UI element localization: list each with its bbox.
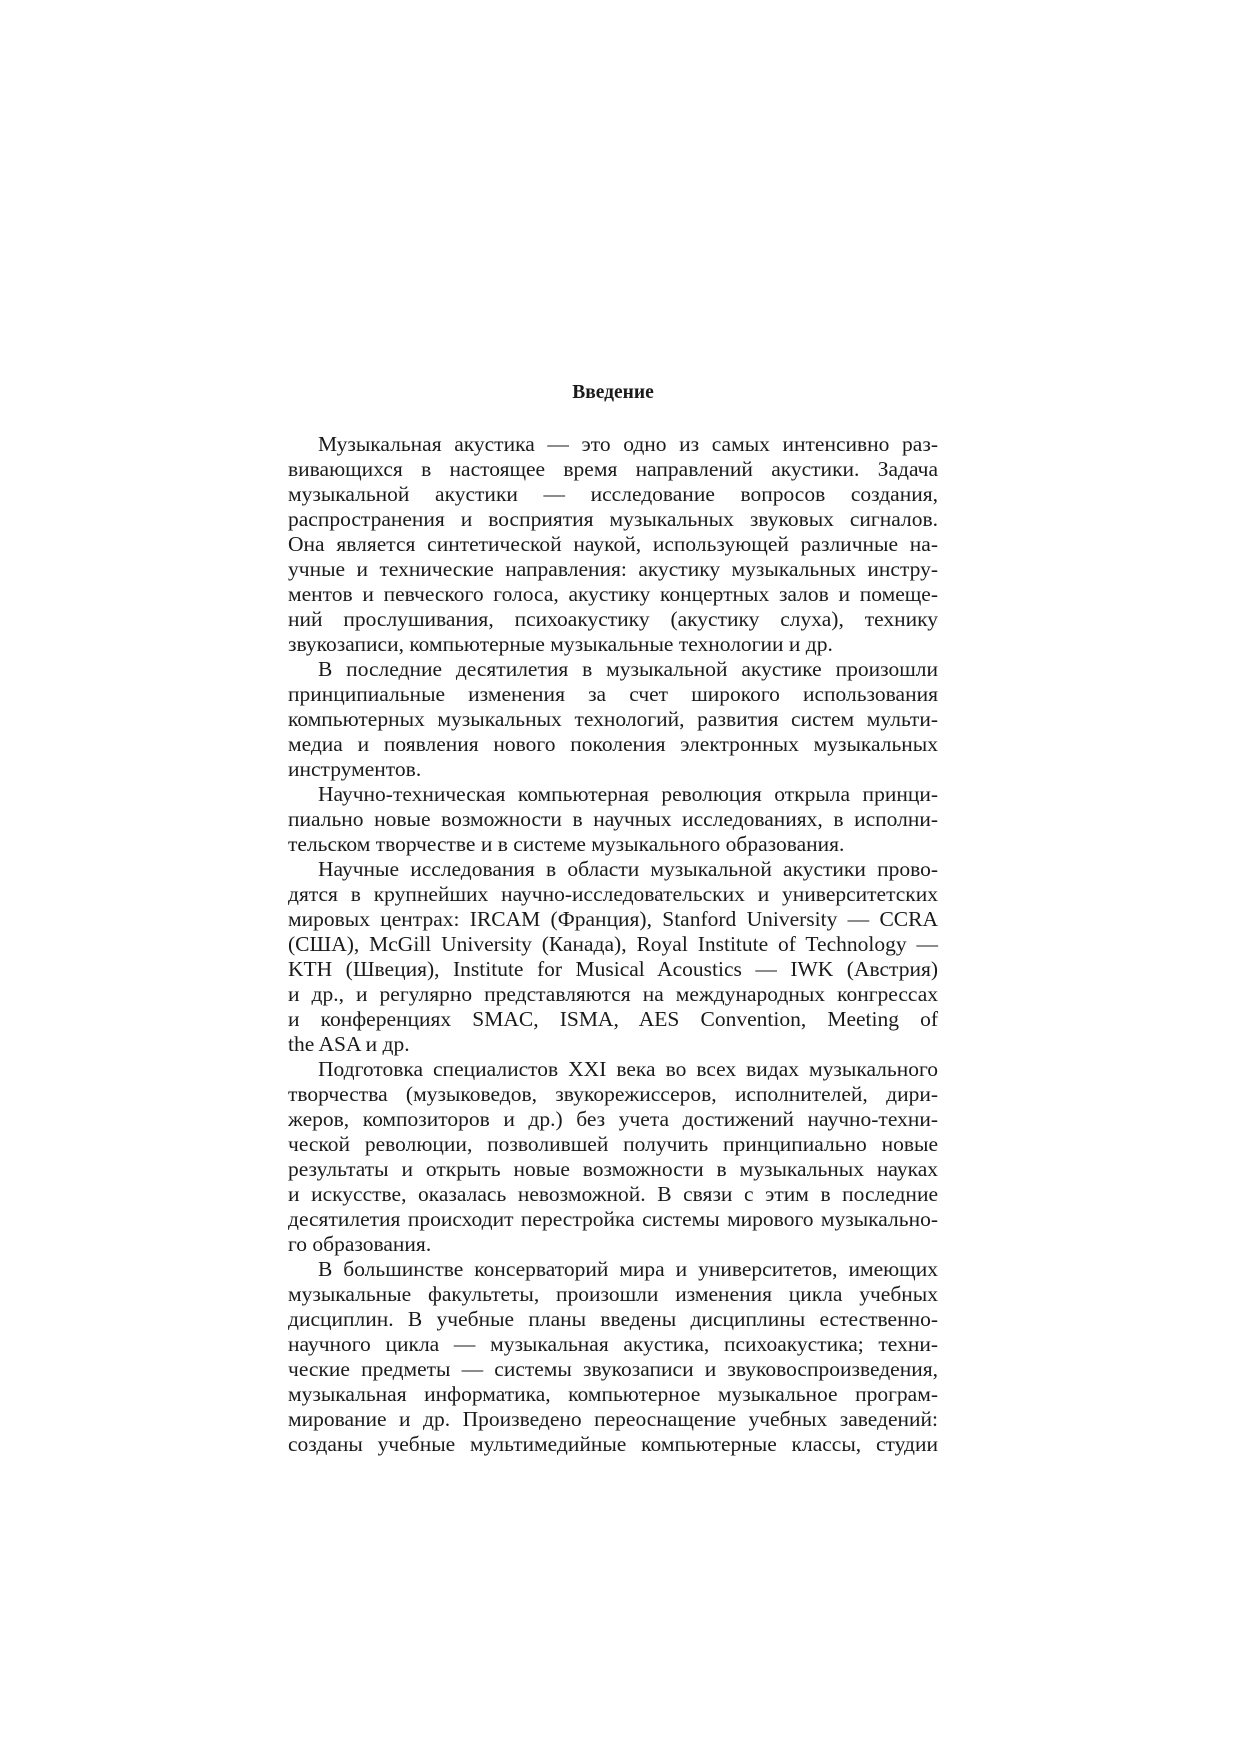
page-title: Введение: [572, 382, 654, 403]
text-line: мировых центрах: IRCAM (Франция), Stanford University — CCRA: [288, 907, 938, 931]
text-block: [288, 380, 938, 1457]
text-line: В последние десятилетия в музыкальной акустике произошли: [318, 657, 938, 681]
text-line: дятся в крупнейших научно-исследовательских и университетских: [288, 882, 938, 906]
text-line: и искусстве, оказалась невозможной. В связи с этим в последние: [288, 1182, 938, 1206]
text-line: го образования.: [288, 1232, 432, 1256]
text-line: музыкальная информатика, компьютерное музыкальное програм-: [288, 1382, 938, 1406]
text-line: KTH (Швеция), Institute for Musical Acoustics — IWK (Австрия): [288, 957, 938, 981]
text-line: пиально новые возможности в научных исследованиях, в исполни-: [288, 807, 938, 831]
text-line: музыкальные факультеты, произошли изменения цикла учебных: [288, 1282, 938, 1306]
text-line: ческой революции, позволившей получить принципиально новые: [288, 1132, 938, 1156]
paragraph: [288, 1257, 938, 1457]
paragraph: [288, 657, 938, 782]
text-line: медиа и появления нового поколения электронных музыкальных: [288, 732, 938, 756]
text-line: вивающихся в настоящее время направлений акустики. Задача: [288, 457, 938, 481]
paragraph: [288, 857, 938, 1057]
text-line: и конференциях SMAC, ISMA, AES Convention, Meeting of: [288, 1007, 938, 1031]
text-line: ний прослушивания, психоакустику (акустику слуха), технику: [288, 607, 938, 631]
text-line: распространения и восприятия музыкальных звуковых сигналов.: [288, 507, 938, 531]
text-line: мирование и др. Произведено переоснащение учебных заведений:: [288, 1407, 938, 1431]
text-line: ческие предметы — системы звукозаписи и звуковоспроизведения,: [288, 1357, 938, 1381]
text-line: музыкальной акустики — исследование вопросов создания,: [288, 482, 938, 506]
text-line: творчества (музыковедов, звукорежиссеров, исполнителей, дири-: [288, 1082, 938, 1106]
text-line: Она является синтетической наукой, использующей различные на-: [288, 532, 938, 556]
text-line: результаты и открыть новые возможности в музыкальных науках: [288, 1157, 938, 1181]
text-line: инструментов.: [288, 757, 422, 781]
text-line: дисциплин. В учебные планы введены дисциплины естественно-: [288, 1307, 938, 1331]
text-line: и др., и регулярно представляются на международных конгрессах: [288, 982, 938, 1006]
text-line: принципиальные изменения за счет широкого использования: [288, 682, 938, 706]
text-line: учные и технические направления: акустику музыкальных инстру-: [288, 557, 938, 581]
text-line: the ASA и др.: [288, 1032, 410, 1056]
text-line: (США), McGill University (Канада), Royal Institute of Technology —: [288, 932, 938, 956]
text-line: компьютерных музыкальных технологий, развития систем мульти-: [288, 707, 938, 731]
text-line: созданы учебные мультимедийные компьютерные классы, студии: [288, 1432, 938, 1456]
text-line: десятилетия происходит перестройка системы мирового музыкально-: [288, 1207, 938, 1231]
text-line: Музыкальная акустика — это одно из самых интенсивно раз-: [318, 432, 938, 456]
paragraph: [288, 782, 938, 857]
text-line: Научные исследования в области музыкальной акустики прово-: [318, 857, 938, 881]
text-line: жеров, композиторов и др.) без учета достижений научно-техни-: [288, 1107, 938, 1131]
text-line: В большинстве консерваторий мира и университетов, имеющих: [318, 1257, 938, 1281]
text-line: научного цикла — музыкальная акустика, психоакустика; техни-: [288, 1332, 938, 1356]
body-text: [288, 432, 938, 1457]
text-line: Научно-техническая компьютерная революция открыла принци-: [318, 782, 938, 806]
text-line: Подготовка специалистов XXI века во всех видах музыкального: [318, 1057, 938, 1081]
text-line: тельском творчестве и в системе музыкального образования.: [288, 832, 845, 856]
paragraph: [288, 432, 938, 657]
paragraph: [288, 1057, 938, 1257]
text-line: звукозаписи, компьютерные музыкальные технологии и др.: [288, 632, 833, 656]
text-line: ментов и певческого голоса, акустику концертных залов и помеще-: [288, 582, 938, 606]
